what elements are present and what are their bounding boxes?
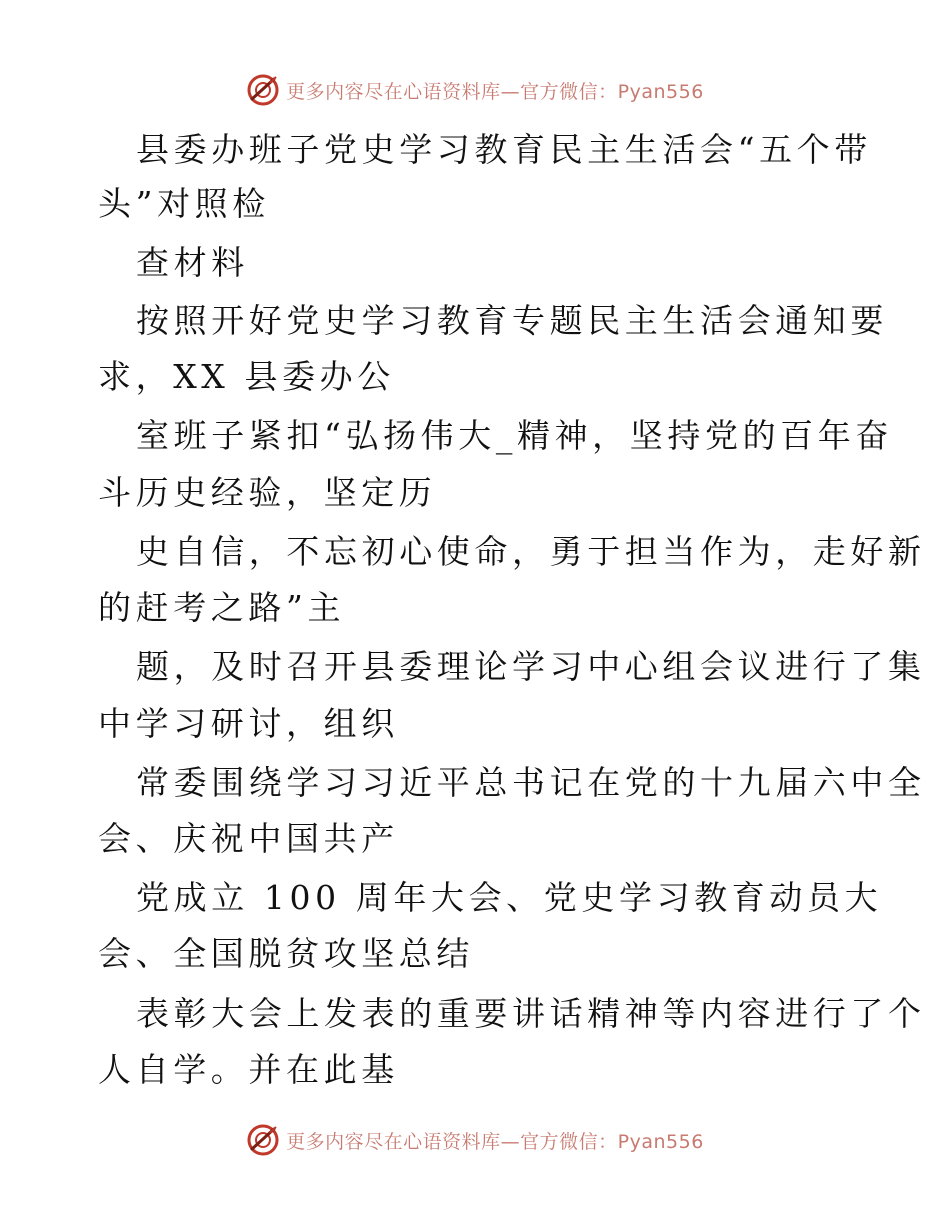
- text-line: 县委办班子党史学习教育民主生活会“五个带: [136, 130, 872, 169]
- watermark-text: 更多内容尽在心语资料库—官方微信：Pyan556: [286, 1130, 704, 1153]
- text-line: 表彰大会上发表的重要讲话精神等内容进行了个: [136, 994, 926, 1033]
- text-line: 党成立 100 周年大会、党史学习教育动员大: [136, 878, 883, 917]
- text-line: 查材料: [136, 243, 249, 282]
- text-line: 人自学。并在此基: [98, 1050, 399, 1089]
- text-line: 中学习研讨，组织: [98, 704, 399, 743]
- logo-icon: [246, 73, 280, 107]
- text-line: 题，及时召开县委理论学习中心组会议进行了集: [136, 647, 926, 686]
- text-line: 史自信，不忘初心使命，勇于担当作为，走好新: [136, 532, 926, 571]
- text-line: 会、庆祝中国共产: [98, 819, 399, 858]
- text-line: 常委围绕学习习近平总书记在党的十九届六中全: [136, 763, 926, 802]
- header-watermark: [0, 70, 950, 110]
- footer-watermark: [0, 1120, 950, 1160]
- text-line: 的赶考之路”主: [98, 588, 346, 627]
- text-line: 会、全国脱贫攻坚总结: [98, 934, 474, 973]
- text-line: 斗历史经验，坚定历: [98, 473, 437, 512]
- text-line: 按照开好党史学习教育专题民主生活会通知要: [136, 301, 888, 340]
- text-line: 头”对照检: [98, 184, 270, 223]
- watermark-text: 更多内容尽在心语资料库—官方微信：Pyan556: [286, 80, 704, 103]
- logo-icon: [246, 1123, 280, 1157]
- text-line: 室班子紧扣“弘扬伟大_精神，坚持党的百年奋: [136, 416, 893, 455]
- text-line: 求，XX 县委办公: [98, 357, 395, 396]
